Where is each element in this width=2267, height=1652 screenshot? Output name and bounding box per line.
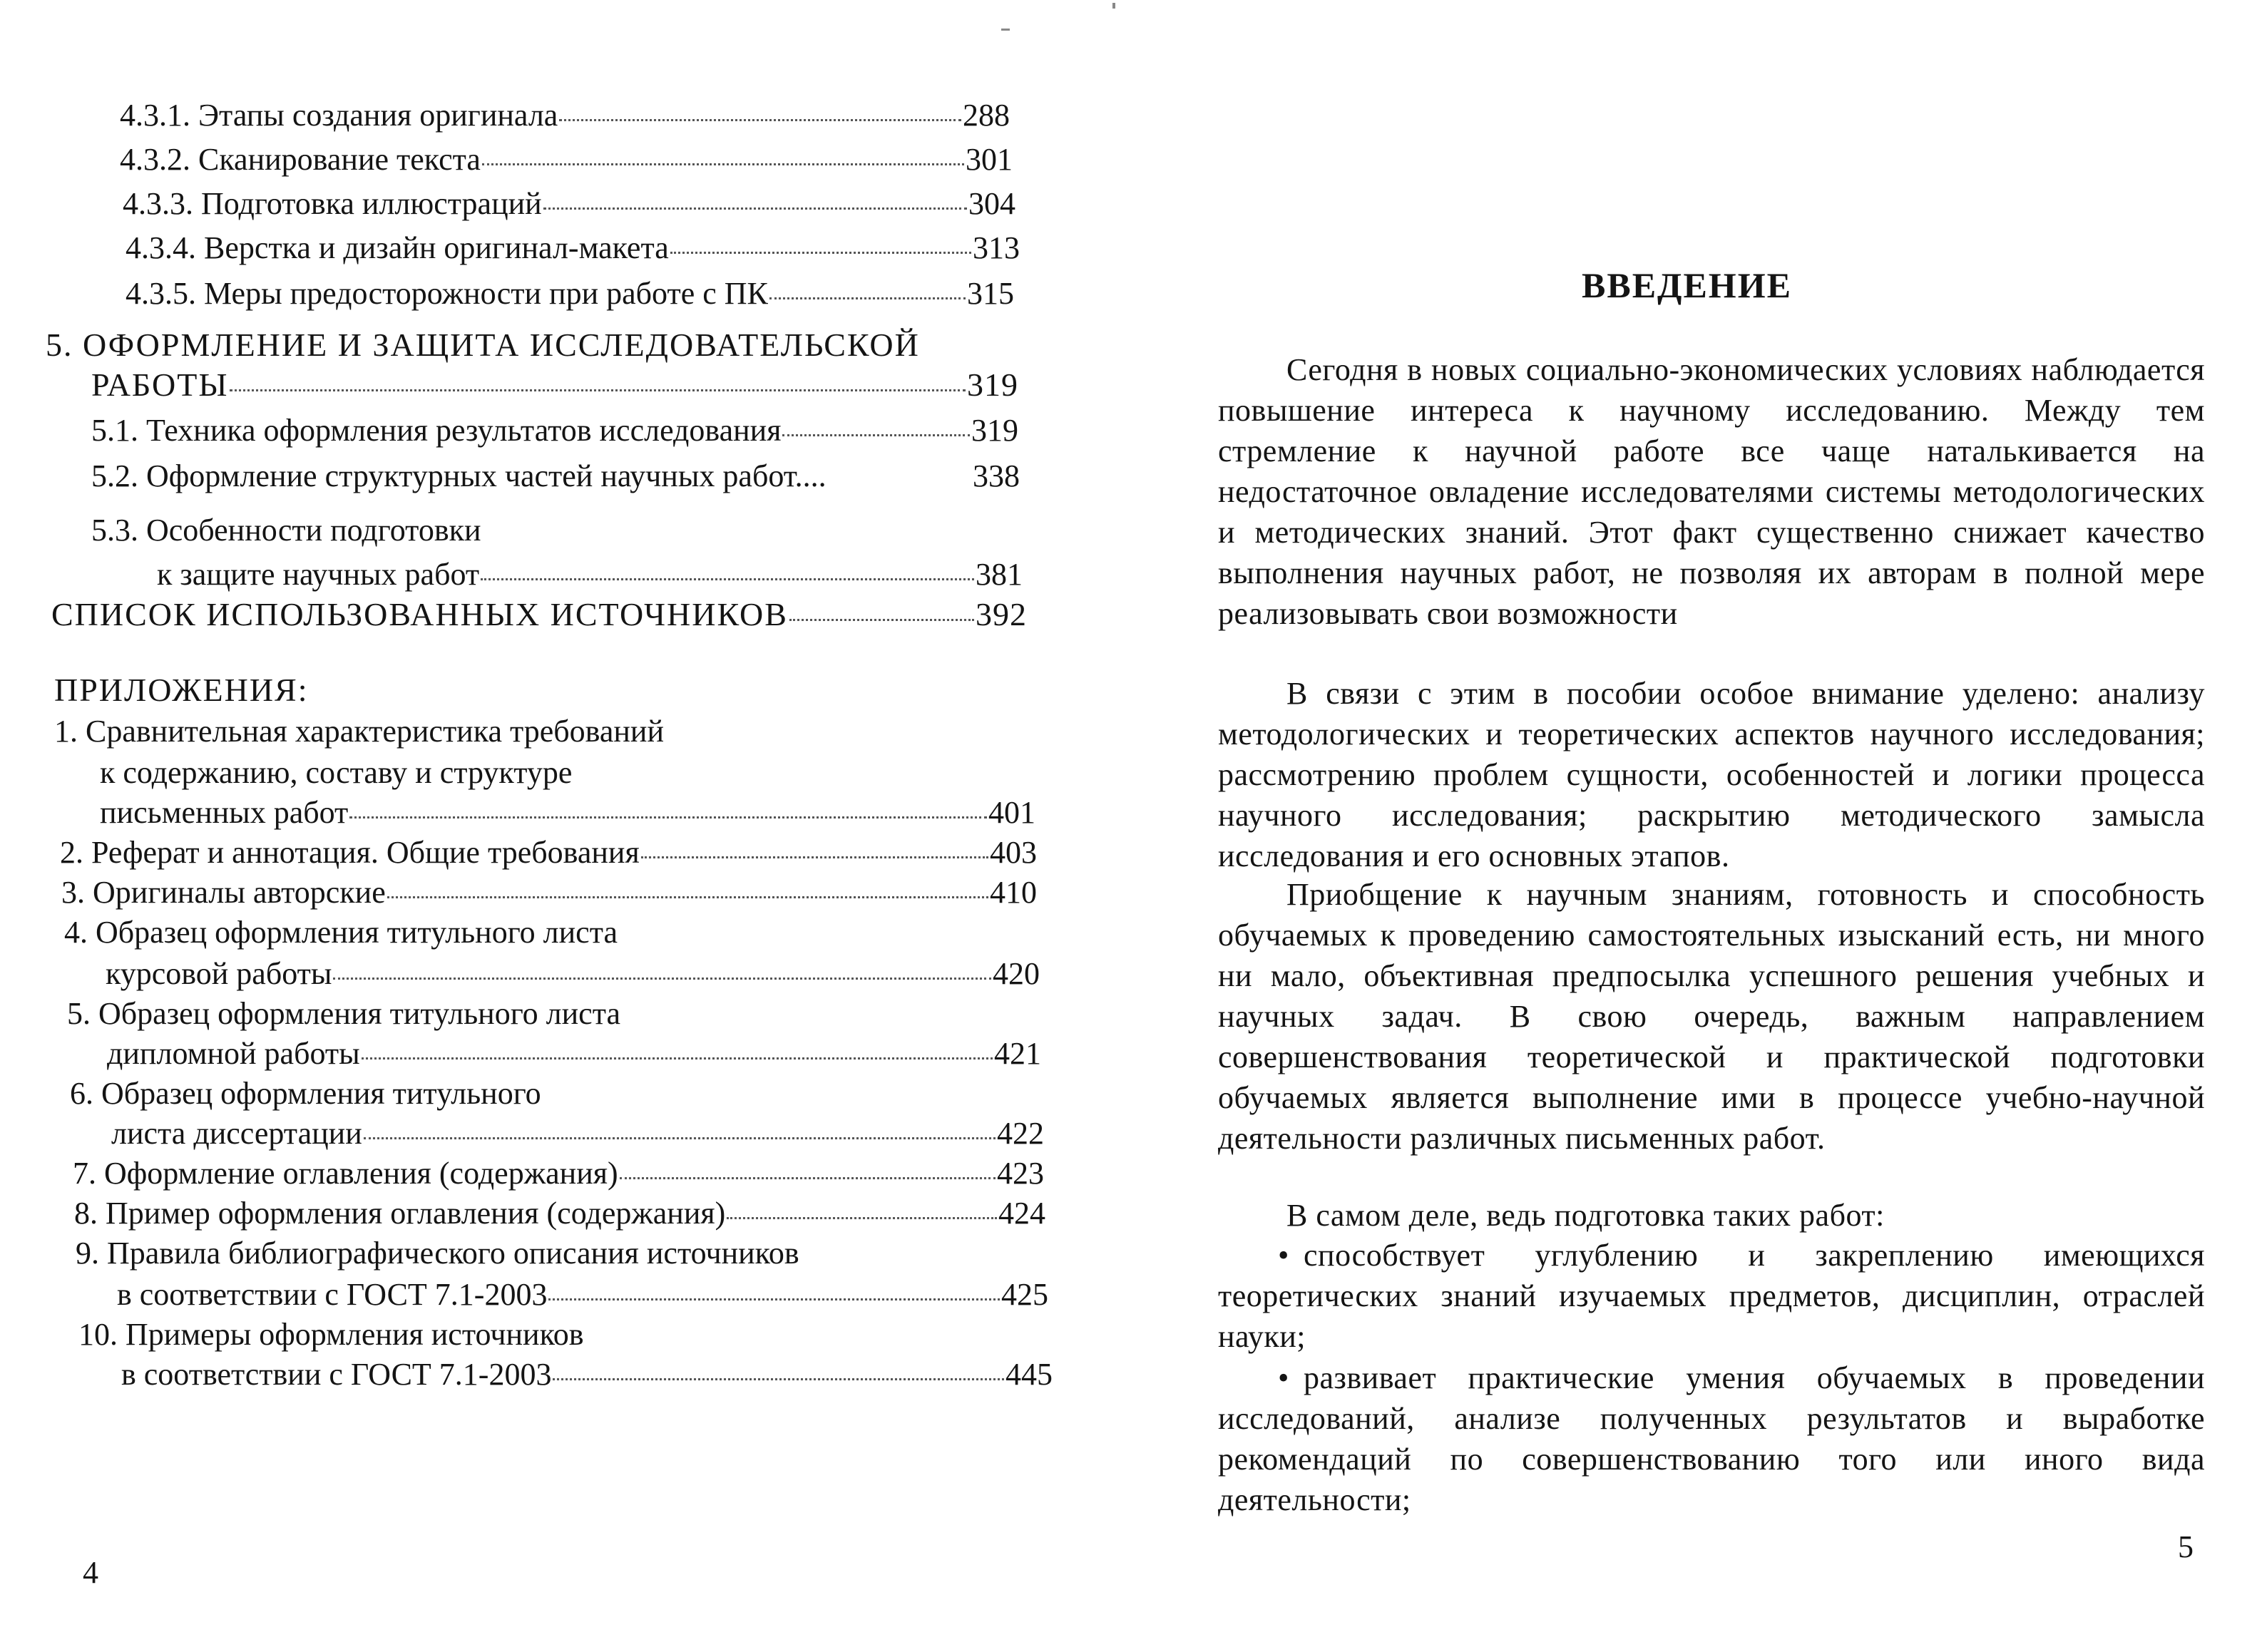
bullet-icon: • <box>1278 1360 1289 1395</box>
leader-dots <box>670 252 971 254</box>
toc-entry: 1. Сравнительная характеристика требований <box>54 714 665 749</box>
chapter-title: ВВЕДЕНИЕ <box>1582 265 1792 305</box>
leader-dots <box>782 434 970 436</box>
leader-dots <box>620 1177 996 1179</box>
leader-dots <box>548 1298 1000 1300</box>
toc-entry: дипломной работы 421 <box>107 1036 1041 1071</box>
bullet-item: • способствует углублению и закреплению имеющихся теоретических знаний изучаемых предметов, дисциплин, отраслей науки; <box>1218 1235 2205 1357</box>
toc-entry: 5.3. Особенности подготовки <box>91 513 481 548</box>
toc-entry: 6. Образец оформления титульного <box>70 1076 541 1111</box>
toc-entry: РАБОТЫ 319 <box>91 366 1018 403</box>
leader-dots <box>769 297 966 299</box>
leader-dots <box>364 1137 996 1139</box>
toc-entry: 10. Примеры оформления источников <box>78 1317 584 1352</box>
paragraph: В самом деле, ведь подготовка таких работ: <box>1286 1198 1885 1233</box>
toc-entry: 4.3.5. Меры предосторожности при работе с ПК 315 <box>126 276 1014 311</box>
toc-entry: 4.3.2. Сканирование текста 301 <box>120 142 1013 177</box>
leader-dots <box>349 816 987 819</box>
toc-entry: 5.2. Оформление структурных частей научных работ.... 338 <box>91 458 1020 493</box>
toc-entry: курсовой работы 420 <box>106 956 1040 991</box>
leader-dots <box>641 856 988 858</box>
toc-entry: к защите научных работ 381 <box>157 557 1023 592</box>
toc-entry: 5.1. Техника оформления результатов исследования 319 <box>91 413 1018 448</box>
toc-entry: в соответствии с ГОСТ 7.1-2003 445 <box>121 1357 1053 1392</box>
page-number: 5 <box>2178 1529 2194 1564</box>
scan-speck <box>1001 29 1010 31</box>
paragraph: Сегодня в новых социально-экономических условиях наблюдается повышение интереса к научному исследованию. Между тем стремление к научной работе все чаще наталькивается на недостаточное овладение исследователями системы методологических и методических знаний. Этот факт существенно снижает качество выполнения научных работ, не позволяя их авторам в полной мере реализовывать свои возможности <box>1218 352 2205 631</box>
toc-entry: 3. Оригиналы авторские 410 <box>61 875 1037 910</box>
bullet-icon: • <box>1278 1238 1289 1273</box>
leader-dots <box>333 978 991 980</box>
leader-dots <box>482 163 964 165</box>
toc-entry: 9. Правила библиографического описания источников <box>76 1236 799 1271</box>
toc-entry: 2. Реферат и аннотация. Общие требования 403 <box>60 835 1037 870</box>
toc-entry: 4.3.4. Верстка и дизайн оригинал-макета 313 <box>126 230 1020 265</box>
toc-entry: 5. Образец оформления титульного листа <box>67 996 620 1031</box>
toc-entry: СПИСОК ИСПОЛЬЗОВАННЫХ ИСТОЧНИКОВ 392 <box>51 596 1027 632</box>
leader-dots <box>559 119 961 121</box>
paragraph: В связи с этим в пособии особое внимание уделено: анализу методологических и теоретических аспектов научного исследования; рассмотрению проблем сущности, особенностей и логики процесса научного исследования; раскрытию методического замысла исследования и его основных этапов. <box>1218 676 2205 873</box>
bullet-item: • развивает практические умения обучаемых в проведении исследований, анализе полученных результатов и выработке рекомендаций по совершенствованию того или иного вида деятельности; <box>1218 1358 2205 1520</box>
toc-entry: листа диссертации 422 <box>111 1116 1044 1151</box>
left-page <box>0 0 1127 1652</box>
toc-chapter-heading: 5. ОФОРМЛЕНИЕ И ЗАЩИТА ИССЛЕДОВАТЕЛЬСКОЙ <box>46 327 920 363</box>
leader-dots <box>789 619 974 621</box>
toc-entry: 7. Оформление оглавления (содержания) 423 <box>73 1156 1044 1191</box>
leader-dots <box>387 896 988 898</box>
leader-dots <box>543 207 967 210</box>
toc-entry: в соответствии с ГОСТ 7.1-2003 425 <box>117 1277 1048 1312</box>
paragraph: Приобщение к научным знаниям, готовность и способность обучаемых к проведению самостоятельных изысканий есть, ни много ни мало, объективная предпосылка успешного решения учебных и научных задач. В свою очередь, важным направлением совершенствования теоретической и практической подготовки обучаемых является выполнение ими в процессе учебно-научной деятельности различных письменных работ. <box>1218 877 2205 1156</box>
toc-entry: 4.3.3. Подготовка иллюстраций 304 <box>123 186 1015 221</box>
toc-entry: письменных работ 401 <box>100 795 1035 830</box>
leader-dots <box>362 1057 993 1060</box>
page-number: 4 <box>83 1555 98 1590</box>
toc-entry: 8. Пример оформления оглавления (содержания) 424 <box>74 1196 1045 1231</box>
leader-dots <box>481 578 974 580</box>
appendix-heading: ПРИЛОЖЕНИЯ: <box>54 672 309 708</box>
leader-dots <box>230 389 966 391</box>
leader-dots <box>727 1217 997 1219</box>
leader-dots <box>553 1378 1004 1380</box>
toc-entry: 4. Образец оформления титульного листа <box>64 915 618 950</box>
toc-entry: к содержанию, составу и структуре <box>100 755 573 790</box>
scan-speck <box>1112 3 1115 9</box>
toc-entry: 4.3.1. Этапы создания оригинала 288 <box>120 98 1010 133</box>
